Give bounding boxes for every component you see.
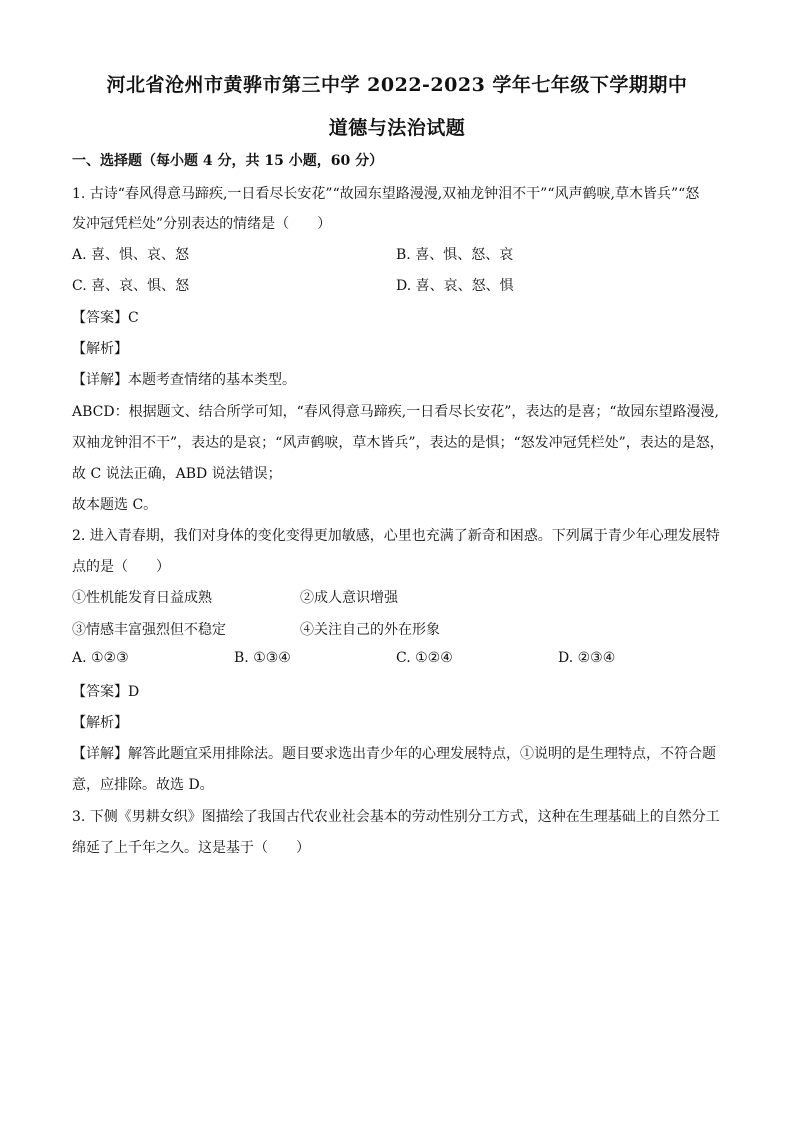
- q1-option-d: D. 喜、哀、怒、惧: [396, 278, 514, 294]
- q1-analysis-label: 【解析】: [72, 341, 128, 357]
- page-title: 河北省沧州市黄骅市第三中学 2022-2023 学年七年级下学期期中: [106, 74, 688, 96]
- q2-item-4: ④关注自己的外在形象: [300, 622, 440, 638]
- q1-detail-line5: 故本题选 C。: [72, 497, 158, 513]
- q2-detail-line2: 意，应排除。故选 D。: [72, 777, 214, 793]
- q2-option-b: B. ①③④: [234, 650, 291, 666]
- q2-option-d: D. ②③④: [558, 650, 616, 666]
- section-heading: 一、选择题（每小题 4 分，共 15 小题，60 分）: [72, 153, 384, 169]
- q2-item-2: ②成人意识增强: [300, 590, 398, 606]
- q1-detail-line2: ABCD：根据题文、结合所学可知，“春风得意马蹄疾,一日看尽长安花”，表达的是喜；“故园东望路漫漫,: [72, 404, 719, 420]
- q2-answer: 【答案】D: [72, 684, 140, 700]
- page-subtitle: 道德与法治试题: [328, 117, 466, 139]
- q1-stem-line1: 1. 古诗“春风得意马蹄疾,一日看尽长安花”“故园东望路漫漫,双袖龙钟泪不干”“风声鹤唳,草木皆兵”“怒: [72, 186, 700, 202]
- q2-option-a: A. ①②③: [72, 650, 129, 666]
- q1-detail-line4: 故 C 说法正确，ABD 说法错误；: [72, 466, 282, 482]
- q2-stem-line1: 2. 进入青春期，我们对身体的变化变得更加敏感，心里也充满了新奇和困惑。下列属于青少年心理发展特: [72, 528, 720, 544]
- q1-stem-line2: 发冲冠凭栏处”分别表达的情绪是（ ）: [72, 216, 332, 232]
- q1-detail-line1: 【详解】本题考查情绪的基本类型。: [72, 372, 296, 388]
- q2-stem-line2: 点的是（ ）: [72, 559, 170, 575]
- q2-detail-line1: 【详解】解答此题宜采用排除法。题目要求选出青少年的心理发展特点，①说明的是生理特点，不符合题: [72, 746, 716, 762]
- q3-stem-line1: 3. 下侧《男耕女织》图描绘了我国古代农业社会基本的劳动性别分工方式，这种在生理基础上的自然分工: [72, 809, 720, 825]
- q2-item-3: ③情感丰富强烈但不稳定: [72, 622, 226, 638]
- q1-answer: 【答案】C: [72, 310, 139, 326]
- q1-option-b: B. 喜、惧、怒、哀: [396, 247, 514, 263]
- q1-option-c: C. 喜、哀、惧、怒: [72, 278, 190, 294]
- q1-detail-line3: 双袖龙钟泪不干”，表达的是哀；“风声鹤唳，草木皆兵”，表达的是惧；“怒发冲冠凭栏处”，表达的是怒，: [72, 435, 724, 451]
- q1-option-a: A. 喜、惧、哀、怒: [72, 247, 190, 263]
- q2-item-1: ①性机能发育日益成熟: [72, 590, 212, 606]
- q2-analysis-label: 【解析】: [72, 715, 128, 731]
- q2-option-c: C. ①②④: [396, 650, 453, 666]
- q3-stem-line2: 绵延了上千年之久。这是基于（ ）: [72, 840, 310, 856]
